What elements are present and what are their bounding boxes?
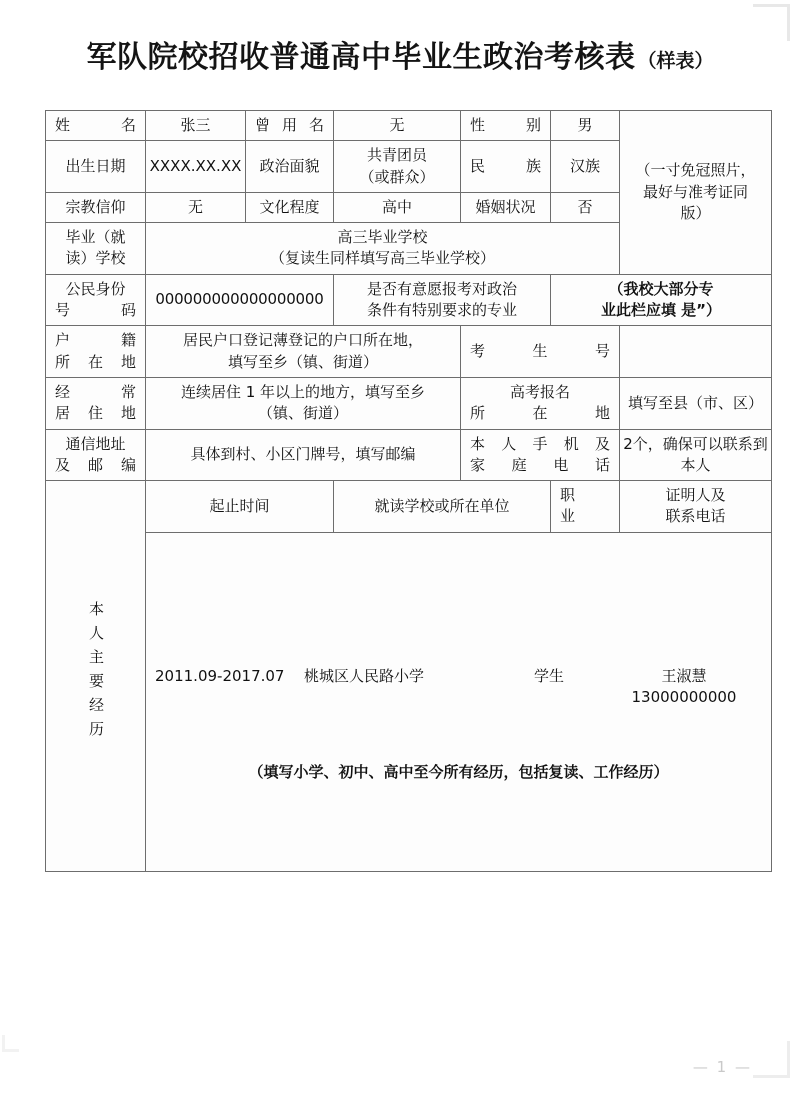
- label-ethnicity: 民 族: [461, 141, 551, 193]
- label-mailing-address-line2: 及 邮 编: [55, 455, 136, 474]
- label-candidate-number: 考 生 号: [461, 326, 620, 378]
- value-religion: 无: [146, 192, 246, 222]
- table-row-id-number: [46, 274, 772, 326]
- header-period: 起止时间: [146, 481, 334, 533]
- label-personal-experience: [46, 481, 146, 872]
- header-occupation: 职 业: [551, 481, 620, 533]
- table-row-address: [46, 429, 772, 481]
- value-ethnicity: 汉族: [551, 141, 620, 193]
- header-reference-line1: 证明人及: [665, 486, 726, 505]
- label-name: 姓 名: [46, 111, 146, 141]
- phone-note-line1: 2个，确保可以联系到: [623, 434, 768, 453]
- special-major-red-note-line1: （我校大部分专: [608, 279, 714, 298]
- label-residence-line2: 居 住 地: [55, 404, 136, 423]
- experience-instruction-note: （填写小学、初中、高中至今所有经历，包括复读、工作经历）: [248, 763, 669, 782]
- experience-school: 桃城区人民路小学: [304, 667, 425, 686]
- label-mailing-address-line1: 通信地址: [65, 434, 126, 453]
- household-line1: 居民户口登记薄登记的户口所在地，: [182, 331, 423, 350]
- label-religion: 宗教信仰: [46, 192, 146, 222]
- label-gender: 性 别: [461, 111, 551, 141]
- label-graduating-school: [46, 223, 146, 275]
- label-id-number-line2: 号 码: [55, 301, 136, 320]
- special-major-red-note-line2: 业此栏应填 是”）: [600, 301, 722, 320]
- value-marital-status: 否: [551, 192, 620, 222]
- label-education: 文化程度: [246, 192, 334, 222]
- household-line2: 填写至乡（镇、街道）: [227, 352, 378, 371]
- table-row-experience-body: [46, 532, 772, 871]
- value-residence: [146, 377, 461, 429]
- page-title: [0, 32, 800, 76]
- crop-mark-bottom-right: [753, 1041, 790, 1078]
- table-row-household-registration: [46, 326, 772, 378]
- graduating-school-line2: （复读生同样填写高三毕业学校）: [269, 249, 495, 268]
- label-personal-experience-text: 本人主要经历: [87, 600, 105, 745]
- value-graduating-school: [146, 223, 620, 275]
- experience-occupation: 学生: [534, 667, 565, 686]
- graduating-school-line1: 高三毕业学校: [337, 228, 428, 247]
- header-reference: [620, 481, 772, 533]
- label-phone-line1: 本人手机及: [470, 434, 610, 453]
- label-household-line2: 所 在 地: [55, 352, 136, 371]
- page-title-main: 军队院校招收普通高中毕业生政治考核表: [86, 40, 636, 75]
- value-mailing-address: 具体到村、小区门牌号，填写邮编: [146, 429, 461, 481]
- value-candidate-number: [620, 326, 772, 378]
- value-birthdate: XXXX.XX.XX: [146, 141, 246, 193]
- value-id-number: 000000000000000000: [146, 274, 334, 326]
- special-major-red-note: [551, 274, 772, 326]
- value-gender: 男: [551, 111, 620, 141]
- political-assessment-form: [45, 110, 772, 872]
- political-status-line1: 共青团员: [366, 146, 427, 165]
- label-graduating-school-line1: 毕业（就: [65, 228, 126, 247]
- label-exam-registration-place: [461, 377, 620, 429]
- value-exam-registration-place: 填写至县（市、区）: [620, 377, 772, 429]
- photo-note-line2: 最好与准考证同: [642, 182, 748, 201]
- value-education: 高中: [334, 192, 461, 222]
- experience-reference: [619, 666, 749, 709]
- label-political-status: 政治面貌: [246, 141, 334, 193]
- special-major-question: [334, 274, 551, 326]
- experience-entries-area: [146, 532, 772, 871]
- label-phone-numbers: [461, 429, 620, 481]
- table-row-experience-header: [46, 481, 772, 533]
- label-marital-status: 婚姻状况: [461, 192, 551, 222]
- value-phone-numbers: [620, 429, 772, 481]
- label-residence-line1: 经 常: [55, 382, 136, 401]
- photo-placeholder-cell: [620, 111, 772, 275]
- page-title-suffix: （样表）: [637, 50, 714, 72]
- label-id-number: [46, 274, 146, 326]
- experience-period: 2011.09-2017.07: [155, 667, 285, 686]
- table-row-residence: [46, 377, 772, 429]
- label-exam-place-line1: 高考报名: [509, 382, 570, 401]
- label-mailing-address: [46, 429, 146, 481]
- label-phone-line2: 家 庭 电 话: [470, 455, 610, 474]
- label-residence: [46, 377, 146, 429]
- label-id-number-line1: 公民身份: [65, 279, 126, 298]
- photo-note-line1: （一寸免冠照片，: [635, 161, 756, 180]
- page-number: — 1 —: [692, 1058, 752, 1076]
- photo-note-line3: 版）: [680, 204, 711, 223]
- label-former-name: 曾 用 名: [246, 111, 334, 141]
- value-name: 张三: [146, 111, 246, 141]
- label-birthdate: 出生日期: [46, 141, 146, 193]
- value-political-status: [334, 141, 461, 193]
- value-former-name: 无: [334, 111, 461, 141]
- residence-line1: 连续居住 1 年以上的地方，填写至乡: [180, 382, 426, 401]
- value-household-registration: [146, 326, 461, 378]
- special-major-question-line2: 条件有特别要求的专业: [366, 301, 517, 320]
- header-reference-line2: 联系电话: [665, 507, 726, 526]
- label-household-line1: 户 籍: [55, 331, 136, 350]
- political-status-line2: （或群众）: [359, 167, 435, 186]
- phone-note-line2: 本人: [680, 455, 711, 474]
- table-row-name: [46, 111, 772, 141]
- label-graduating-school-line2: 读）学校: [65, 249, 126, 268]
- experience-entry-row: [149, 666, 768, 722]
- header-school-or-unit: 就读学校或所在单位: [334, 481, 551, 533]
- label-household-registration: [46, 326, 146, 378]
- residence-line2: （镇、街道）: [257, 404, 348, 423]
- label-exam-place-line2: 所 在 地: [470, 404, 610, 423]
- experience-reference-phone: 13000000000: [631, 688, 737, 707]
- crop-mark-bottom-left: [2, 1035, 19, 1052]
- experience-reference-name: 王淑慧: [661, 667, 707, 686]
- special-major-question-line1: 是否有意愿报考对政治: [366, 279, 517, 298]
